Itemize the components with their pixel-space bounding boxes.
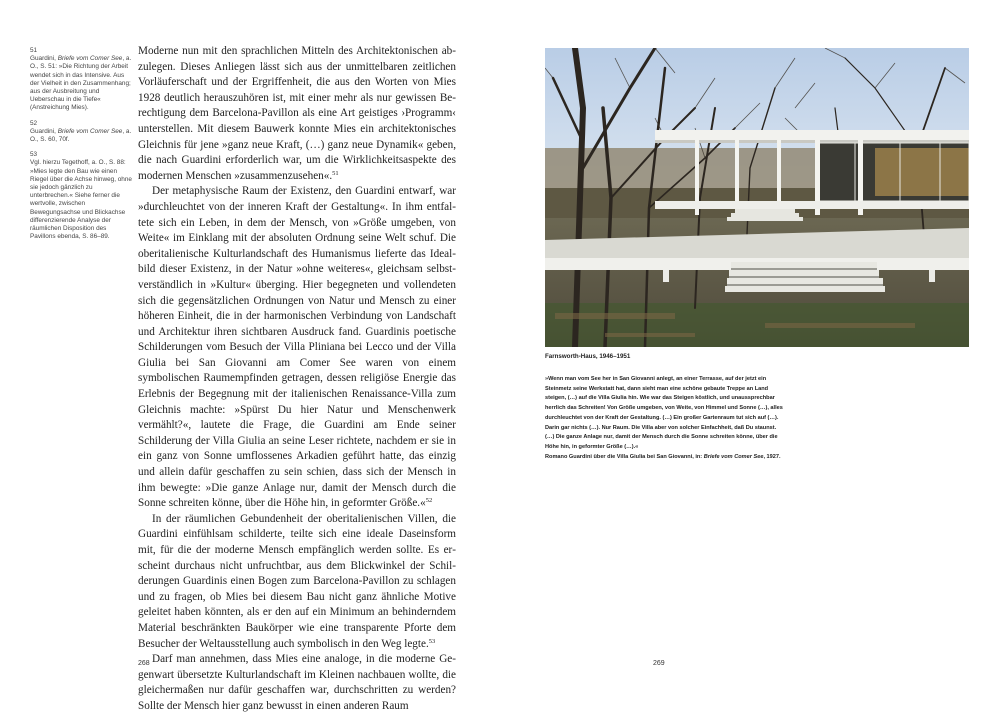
- left-page: [0, 0, 500, 712]
- sidenote-text: , a. O., S. 51: »Die Richtung der Arbeit wendet sich in das Intensive. Aus der Vielheit in den Zusammenhang; aus der Ausbreitung und Ueberschau in die Tiefe« (Anstreichung Mies).: [30, 55, 132, 112]
- sidenotes: [30, 47, 132, 248]
- sidenote-text: Vgl. hierzu Tegethoff, a. O., S. 88: »Mies legte den Bau wie einen Riegel über die Achse hinweg, ohne sie jedoch gänzlich zu unterbrechen.« Siehe ferner die wertvolle, zwischen Bewegungsachse und Blickachse differenzierende Analyse der räumlichen Disposition des Pavillons ebenda, S. 86–89.: [30, 159, 132, 241]
- quote-attribution: Romano Guardini über die Villa Giulia bei San Giovanni, in:: [545, 453, 704, 460]
- paragraph-text: In der räumlichen Gebundenheit der oberitalienischen Villen, die Guardini einfühlsam schilderte, teilte sich eine ideale Daseinsform mit, für die der moderne Mensch empfänglich werden sollte. Es erscheint durchaus nicht unfruchtbar, aus dem Blickwinkel der Schilderungen Guardinis einen Bogen zum Barcelona-Pavillon zu schlagen und zu fragen, ob Mies bei diesem Bau nicht ganz ähnliche Motive geleitet haben könnten, als er den auf ein Minimum an behinderndem Material beschränkten Baukörper wie eine transparente Pforte dem Besucher der Weltausstellung auch symbolisch in den Weg legte.: [138, 512, 456, 650]
- guardini-quote: [545, 375, 785, 462]
- sidenote-53: [30, 151, 132, 241]
- photo-caption: Farnsworth-Haus, 1946–1951: [545, 353, 631, 360]
- paragraph: [138, 44, 456, 184]
- quote-text: »Wenn man vom See her in San Giovanni anlegt, an einer Terrasse, auf der jetzt ein Steinmetz seine Werkstatt hat, dann sieht man eine schöne gebaute Treppe an Land steigen, (…) auf die Villa Giulia hin. Wie war das Steigen köstlich, und unaussprechbar herrlich das Schreiten! Von Größe umgeben, von Weite, von Himmel und Sonne (…), alles durchleuchtet von der Kraft der Gestaltung. (…) Ein großer Gartenraum tut sich auf (…). Darin gar nichts (…). Nur Raum. Die Villa aber von solcher Einfachheit, daß Du staunst. (…) Die ganze Anlage nur, damit der Mensch durch die Sonne schreiten könne, über die Höhe hin, in geformter Größe (…).«: [545, 376, 783, 450]
- sidenote-number: 51: [30, 47, 38, 54]
- quote-source: Briefe vom Comer See: [703, 453, 764, 460]
- paragraph: [138, 652, 456, 714]
- sidenote-number: 52: [30, 119, 38, 127]
- sidenote-text: Guardini,: [30, 55, 58, 63]
- body-text: [138, 44, 456, 715]
- sidenote-52: [30, 120, 132, 145]
- footnote-ref[interactable]: 52: [425, 497, 433, 505]
- paragraph: [138, 184, 456, 511]
- footnote-ref[interactable]: 53: [428, 637, 436, 645]
- farnsworth-house-photo: [545, 48, 969, 347]
- paragraph-text: Darf man annehmen, dass Mies eine analoge, in die moderne Gegenwart übersetzte Kulturlandschaft im Kleinen nachbauen wollte, die gleichermaßen nur dafür geschaffen war, durchschritten zu werden? Sollte der Mensch hier ganz bewusst in einen anderen Raum: [138, 653, 456, 712]
- sidenote-text: , a. O., S. 60, 70f.: [30, 127, 132, 144]
- quote-year: , 1927.: [763, 453, 781, 460]
- sidenote-number: 53: [30, 151, 38, 159]
- paragraph: [138, 512, 456, 652]
- sidenote-title: Briefe vom Comer See: [57, 127, 123, 135]
- paragraph-text: Der metaphysische Raum der Existenz, den Guardini entwarf, war »durchleuchtet von der inneren Kraft der Gestaltung«. In ihm entfaltete sich ein Leben, in dem der Mensch, von »Größe umgeben, von Weite« im Einklang mit der absoluten Ordnung seine Welt schuf. Die oberitalienische Kulturlandschaft des Humanismus lieferte das Idealbild dieser Existenz, in der Natur »ohne weiteres«, gleichsam selbstverständlich in »Kultur« überging. Hier begegneten und vollendeten sich die gegensätzlichen Ordnungen von Natur und Mensch zu einer höheren Einheit, die in der harmonischen Verbindung von Landschaft und Architektur ihren sichtbaren Ausdruck fand. Guardinis poetische Schilderungen vom Besuch der Villa Pliniana bei Lecco und der Villa Giulia bei San Giovanni am Comer See waren von einem symbolischen Raumempfinden getragen, dessen religiöse Energie das Erlebnis der Begegnung mit der italienischen Renaissance-Villa zum Gleichnis machte: »Spürst Du hier Natur und Menschenwerk vermählt?«, lautete die Frage, die Guardini am Ende seiner Schilderung der Villa Giulia an seine Leser richtete, nachdem er sie in ein ganz von Sonne umflossenes Arkadien geführt hatte, das einzig und allein dafür geschaffen zu sein schien, dass sich der Mensch in ihm bewegte: »Die ganze Anlage nur, damit der Mensch durch die Sonne schreiten könne, über die Höhe hin, in geformter Größe.«: [138, 185, 456, 510]
- sidenote-text: Guardini,: [30, 127, 58, 135]
- sidenote-51: [30, 47, 132, 113]
- photo-illustration: [545, 48, 969, 347]
- right-page: [500, 0, 1000, 712]
- sidenote-title: Briefe vom Comer See: [57, 55, 123, 63]
- paragraph-text: Moderne nun mit den sprachlichen Mitteln des Architektonischen abzulegen. Dieses Anliegen lässt sich aus der unmittelbaren zeitlichen Vorläuferschaft und der Ergriffenheit, die aus den Worten von Mies 1928 deutlich herauszuhören ist, mit einer mehr als nur gewissen Berechtigung dem Barcelona-Pavillon als eine Art geistiges ›Programm‹ unterstellen. Mit diesem Bauwerk konnte Mies ein architektonisches Gleichnis für jene »ganz neue Kraft, (…) ganz neue Dynamik« geben, die nach Guardini erforderlich war, um die Wirklichkeitsaspekte des modernen Menschen »zusammenzusehen«.: [138, 45, 456, 182]
- page-number: 268: [138, 660, 150, 667]
- footnote-ref[interactable]: 51: [332, 169, 339, 177]
- page-number: 269: [653, 660, 665, 667]
